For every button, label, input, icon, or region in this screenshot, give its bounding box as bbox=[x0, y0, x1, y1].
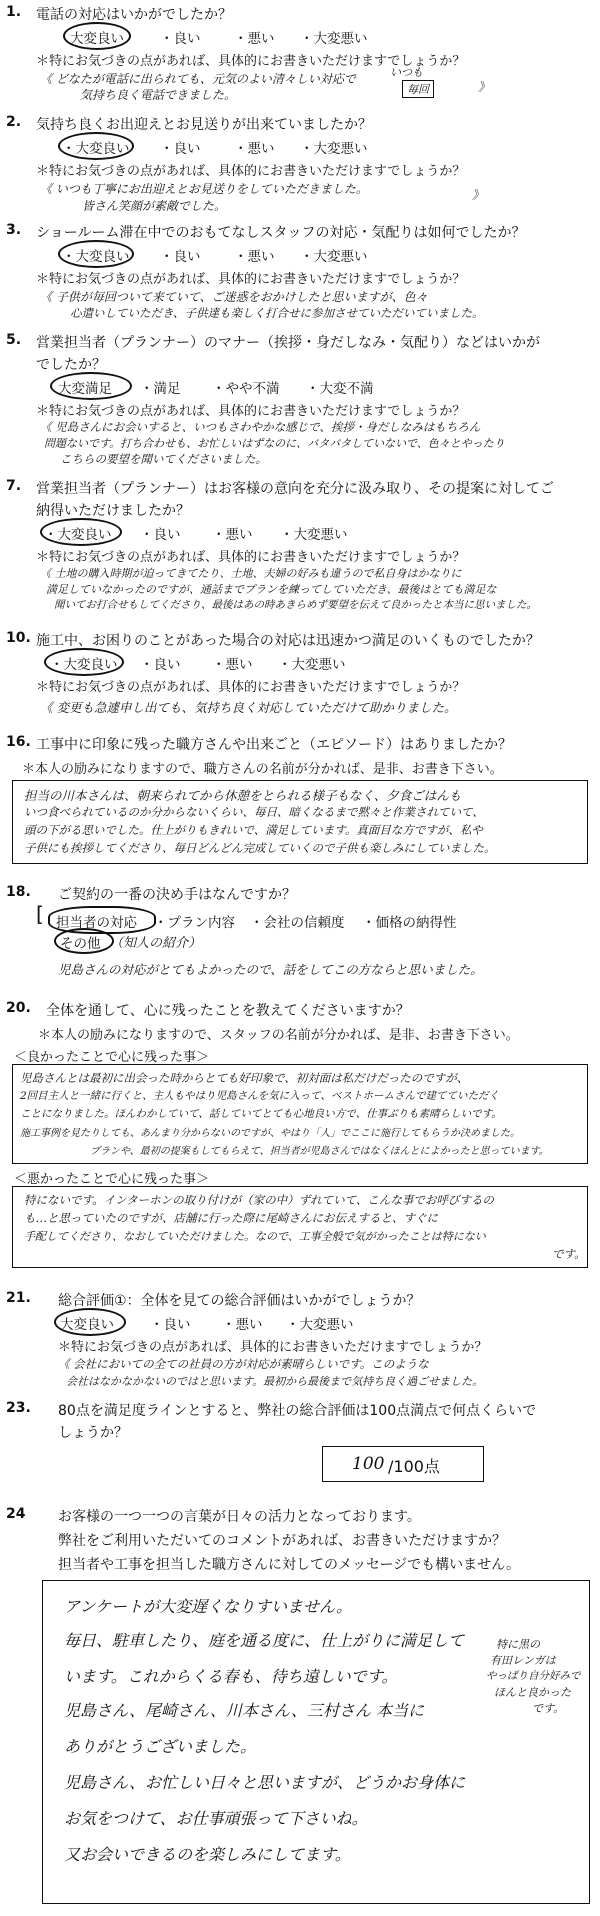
q21-option-2: ・良い bbox=[150, 1317, 191, 1333]
q24-answer-line-3: います。これからくる春も、待ち遠しいです。 bbox=[64, 1667, 398, 1686]
q1-prompt: ＊特にお気づきの点があれば、具体的にお書きいただけますでしょうか？ bbox=[36, 54, 466, 69]
q3-answer-line-1: 《 子供が毎回ついて来ていて、ご迷惑をおかけしたと思いますが、色々 bbox=[40, 290, 428, 304]
q21-answer-line-1: 《 会社においての全ての社員の方が対応が素晴らしいです。このような bbox=[58, 1357, 429, 1371]
q24-answer-line-8: 又お会いできるのを楽しみにしてます。 bbox=[64, 1845, 351, 1864]
q5-answer-line-1: 《 児島さんにお会いすると、いつもさわやかな感じで、挨拶・身だしなみはもちろん bbox=[40, 420, 481, 434]
q10-number: 10. bbox=[6, 630, 31, 646]
q2-prompt: ＊特にお気づきの点があれば、具体的にお書きいただけますでしょうか？ bbox=[36, 164, 466, 179]
q24-answer-line-7: お気をつけて、お仕事頑張って下さいね。 bbox=[64, 1809, 368, 1828]
q5-answer-line-2: 問題ないです。打ち合わせも、お忙しいはずなのに、バタバタしていないで、色々とやったり bbox=[44, 437, 505, 450]
q7-option-2: ・良い bbox=[140, 527, 181, 543]
q24-answer-line-1: アンケートが大変遅くなりすいません。 bbox=[64, 1597, 353, 1616]
q5-option-4: ・大変不満 bbox=[306, 381, 374, 397]
q10-answer-line-1: 《 変更も急遽申し出ても、気持ち良く対応していただけて助かりました。 bbox=[40, 700, 457, 715]
q18-bracket: [ bbox=[36, 902, 44, 926]
q1-option-2: ・良い bbox=[160, 31, 201, 47]
q2-answer-line-2: 皆さん笑顔が素敵でした。 bbox=[82, 199, 227, 213]
q2-option-4: ・大変悪い bbox=[300, 141, 368, 157]
q3-option-2: ・良い bbox=[160, 249, 201, 265]
q7-answer-line-2: 満足していなかったのですが、通話までプランを練ってしていただき、最後はとても満足な bbox=[46, 583, 497, 596]
q7-question-2: 納得いただけましたか？ bbox=[36, 503, 190, 519]
q7-option-3: ・悪い bbox=[212, 527, 253, 543]
q16-answer-line-3: 頭の下がる思いでした。仕上がりもきれいで、満足しています。真面目な方ですが、私や bbox=[24, 823, 483, 837]
q20-bad-line-3: 手配してくださり、なおしていただけました。なので、工事全般で気がかったことは特にない bbox=[24, 1230, 486, 1243]
q7-option-4: ・大変悪い bbox=[280, 527, 348, 543]
q16-answer-line-1: 担当の川本さんは、朝来られてから休憩をとられる様子もなく、夕食ごはんも bbox=[24, 788, 462, 803]
q24-side-note-2: 有田レンガは bbox=[490, 1654, 556, 1667]
q20-good-line-3: ことになりました。ほんわかしていて、話していてとても心地良い方で、仕事ぶりも素晴らしいです。 bbox=[20, 1108, 502, 1120]
q20-bad-line-1: 特にないです。インターホンの取り付けが（家の中）ずれていて、こんな事でお呼びするの bbox=[24, 1193, 494, 1207]
q3-option-3: ・悪い bbox=[234, 249, 275, 265]
q10-option-2: ・良い bbox=[140, 657, 181, 673]
q5-answer-line-3: こちらの要望を聞いてくださいました。 bbox=[60, 452, 267, 466]
q10-question: 施工中、お困りのことがあった場合の対応は迅速かつ満足のいくものでしたか？ bbox=[36, 633, 540, 649]
q2-option-1: ・大変良い bbox=[62, 141, 130, 157]
q5-option-2: ・満足 bbox=[140, 381, 181, 397]
q21-number: 21. bbox=[6, 1290, 31, 1306]
q5-question: 営業担当者（プランナー）のマナー（挨拶・身だしなみ・気配り）などはいかが bbox=[36, 335, 540, 351]
q2-option-2: ・良い bbox=[160, 141, 201, 157]
q20-bad-header: ＜悪かったことで心に残った事＞ bbox=[14, 1172, 210, 1187]
q18-answer-line-1: 児島さんの対応がとてもよかったので、話をしてこの方ならと思いました。 bbox=[58, 962, 483, 977]
q24-answer-line-6: 児島さん、お忙しい日々と思いますが、どうかお身体に bbox=[64, 1773, 465, 1792]
q20-bad-line-4: です。 bbox=[552, 1247, 586, 1261]
q20-good-line-5: プランや、最初の提案もしてもらえて、担当者が児島さんではなくほんとによかったと思っています。 bbox=[90, 1146, 549, 1157]
q24-line-2: 弊社をご利用いただいてのコメントがあれば、お書きいただけますか？ bbox=[58, 1533, 506, 1549]
q2-answer-line-1: 《 いつも丁寧にお出迎えとお見送りをしていただきました。 bbox=[40, 182, 368, 196]
q21-option-1: 大変良い bbox=[60, 1317, 114, 1333]
q24-side-note-1: 特に黒の bbox=[496, 1638, 540, 1651]
q5-question-2: でしたか？ bbox=[36, 357, 106, 373]
q18-option-2: ・プラン内容 bbox=[154, 915, 235, 931]
q23-question: 80点を満足度ラインとすると、弊社の総合評価は100点満点で何点くらいで bbox=[58, 1403, 537, 1419]
q20-number: 20. bbox=[6, 1000, 31, 1016]
q1-answer-line-2: 気持ち良く電話できました。 bbox=[80, 88, 237, 102]
q16-question: 工事中に印象に残った職方さんや出来ごと（エピソード）はありましたか？ bbox=[36, 737, 512, 753]
q3-question: ショールーム滞在中でのおもてなしスタッフの対応・気配りは如何でしたか？ bbox=[36, 225, 526, 241]
q3-option-4: ・大変悪い bbox=[300, 249, 368, 265]
q20-question: 全体を通して、心に残ったことを教えてくださいますか？ bbox=[46, 1003, 410, 1019]
q21-prompt: ＊特にお気づきの点があれば、具体的にお書きいただけますでしょうか？ bbox=[58, 1340, 488, 1355]
q24-line-3: 担当者や工事を担当した職方さんに対してのメッセージでも構いません。 bbox=[58, 1557, 520, 1573]
q10-prompt: ＊特にお気づきの点があれば、具体的にお書きいただけますでしょうか？ bbox=[36, 680, 466, 695]
q24-answer-line-5: ありがとうございました。 bbox=[64, 1737, 257, 1756]
q24-number: 24 bbox=[6, 1506, 26, 1522]
q21-answer-line-2: 会社はなかなかないのではと思います。最初から最後まで気持ち良く過ごせました。 bbox=[66, 1375, 484, 1388]
q7-option-1: ・大変良い bbox=[44, 527, 112, 543]
q23-number: 23. bbox=[6, 1400, 31, 1416]
q1-answer-note: いつも bbox=[390, 66, 423, 79]
q2-option-3: ・悪い bbox=[234, 141, 275, 157]
q1-answer-line-1: 《 どなたが電話に出られても、元気のよい清々しい対応で bbox=[40, 72, 356, 86]
q18-other-note: （知人の紹介） bbox=[110, 936, 202, 951]
q24-answer-line-4: 児島さん、尾崎さん、川本さん、三村さん 本当に bbox=[64, 1701, 424, 1720]
q7-answer-line-3: 聞いてお打合せもしてくださり、最後はあの時あきらめず要望を伝えて良かったと本当に思いました。 bbox=[54, 599, 537, 611]
q10-option-1: ・大変良い bbox=[50, 657, 118, 673]
q3-number: 3. bbox=[6, 222, 22, 238]
q18-option-1: 担当者の対応 bbox=[56, 915, 137, 931]
q21-option-3: ・悪い bbox=[222, 1317, 263, 1333]
q7-number: 7. bbox=[6, 478, 22, 494]
q1-option-4: ・大変悪い bbox=[300, 31, 368, 47]
q5-option-1: 大変満足 bbox=[58, 381, 112, 397]
q1-number: 1. bbox=[6, 4, 22, 20]
q16-answer-line-2: いつ食べられているのか分からないくらい、毎日、暗くなるまで黙々と作業されていて、 bbox=[24, 805, 484, 819]
q21-question: 総合評価①：全体を見ての総合評価はいかがでしょうか？ bbox=[58, 1293, 421, 1309]
q18-question: ご契約の一番の決め手はなんですか？ bbox=[58, 887, 296, 903]
q20-bad-line-2: も…と思っていたのですが、店舗に行った際に尾崎さんにお伝えすると、すぐに bbox=[24, 1211, 438, 1225]
q3-prompt: ＊特にお気づきの点があれば、具体的にお書きいただけますでしょうか？ bbox=[36, 272, 466, 287]
q16-number: 16. bbox=[6, 734, 31, 750]
q23-score: 100 bbox=[352, 1454, 385, 1474]
q1-option-3: ・悪い bbox=[234, 31, 275, 47]
q18-number: 18. bbox=[6, 884, 31, 900]
q3-option-1: ・大変良い bbox=[62, 249, 130, 265]
q24-side-note-5: です。 bbox=[532, 1702, 565, 1715]
q24-line-1: お客様の一つ一つの言葉が日々の活力となっております。 bbox=[58, 1509, 421, 1525]
q20-good-line-4: 施工事例を見たりしても、あんまり分からないのですが、やはり「人」でここに施行してもらうか決めました。 bbox=[20, 1128, 520, 1139]
q7-question: 営業担当者（プランナー）はお客様の意向を充分に汲み取り、その提案に対してご bbox=[36, 481, 554, 497]
q16-note: ＊本人の励みになりますので、職方さんの名前が分かれば、是非、お書き下さい。 bbox=[22, 762, 503, 777]
q2-close-bracket: 》 bbox=[472, 188, 485, 202]
q5-option-3: ・やや不満 bbox=[212, 381, 280, 397]
q5-number: 5. bbox=[6, 332, 22, 348]
q7-answer-line-1: 《 土地の購入時期が迫ってきてたり、土地、夫婦の好みも違うので私自身はかなりに bbox=[40, 567, 462, 580]
q10-option-3: ・悪い bbox=[212, 657, 253, 673]
q23-score-suffix: /100点 bbox=[388, 1457, 440, 1476]
q5-prompt: ＊特にお気づきの点があれば、具体的にお書きいただけますでしょうか？ bbox=[36, 404, 466, 419]
q1-question: 電話の対応はいかがでしたか？ bbox=[36, 7, 232, 23]
q24-side-note-4: ほんと良かった bbox=[494, 1686, 571, 1699]
q2-number: 2. bbox=[6, 114, 22, 130]
q1-close-bracket: 》 bbox=[478, 80, 491, 94]
q21-option-4: ・大変悪い bbox=[286, 1317, 354, 1333]
q1-option-1: 大変良い bbox=[70, 31, 124, 47]
q1-answer-note-2: 毎回 bbox=[402, 80, 434, 98]
q18-option-4: ・価格の納得性 bbox=[362, 915, 457, 931]
q24-answer-line-2: 毎日、駐車したり、庭を通る度に、仕上がりに満足して bbox=[64, 1631, 465, 1650]
q24-side-note-3: やっぱり自分好みで bbox=[486, 1670, 581, 1682]
q3-answer-line-2: 心遣いしていただき、子供達も楽しく打合せに参加させていただいていました。 bbox=[70, 306, 484, 320]
q20-good-header: ＜良かったことで心に残った事＞ bbox=[14, 1050, 210, 1065]
q20-note: ＊本人の励みになりますので、スタッフの名前が分かれば、是非、お書き下さい。 bbox=[38, 1028, 519, 1043]
q23-question-2: しょうか？ bbox=[58, 1425, 128, 1441]
q20-good-line-1: 児島さんとは最初に出会った時からとても好印象で、初対面は私だけだったのですが、 bbox=[20, 1071, 469, 1085]
q16-answer-line-4: 子供にも挨拶してくださり、毎日どんどん完成していくので子供も楽しみにしていました。 bbox=[24, 841, 496, 855]
q18-option-3: ・会社の信頼度 bbox=[250, 915, 345, 931]
q7-prompt: ＊特にお気づきの点があれば、具体的にお書きいただけますでしょうか？ bbox=[36, 550, 466, 565]
q2-question: 気持ち良くお出迎えとお見送りが出来ていましたか？ bbox=[36, 117, 372, 133]
q18-other: その他 bbox=[60, 936, 101, 952]
q10-option-4: ・大変悪い bbox=[278, 657, 346, 673]
q20-good-line-2: 2回目主人と一緒に行くと、主人もやはり児島さんを気に入って、ベストホームさんで建てていただく bbox=[20, 1090, 499, 1102]
